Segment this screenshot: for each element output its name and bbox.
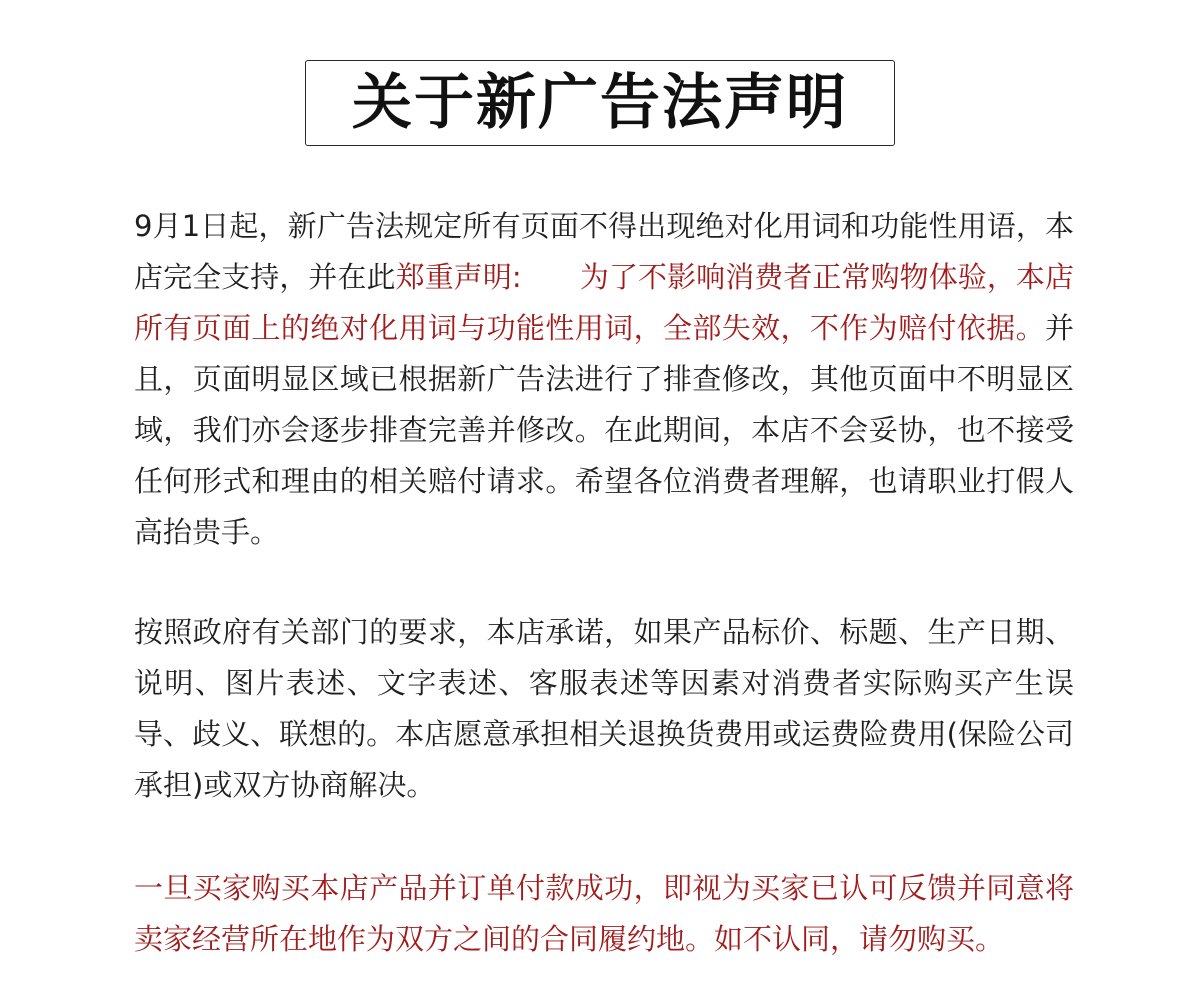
- title-box: [305, 60, 895, 146]
- paragraph-store-commitment: 按照政府有关部门的要求，本店承诺，如果产品标价、标题、生产日期、说明、图片表述、文字表述、客服表述等因素对消费者实际购买产生误导、歧义、联想的。本店愿意承担相关退换货费用或运费险费用(保险公司承担)或双方协商解决。: [134, 615, 1074, 802]
- paragraph-contract-location: 一旦买家购买本店产品并订单付款成功，即视为买家已认可反馈并同意将卖家经营所在地作为双方之间的合同履约地。如不认同，请勿购买。: [134, 871, 1074, 956]
- page-title: 关于新广告法声明: [352, 68, 848, 138]
- paragraph-ad-law-notice-rest: 并且，页面明显区域已根据新广告法进行了排查修改，其他页面中不明显区域，我们亦会逐步排查完善并修改。在此期间，本店不会妥协，也不接受任何形式和理由的相关赔付请求。希望各位消费者理解，也请职业打假人高抬贵手。: [134, 311, 1074, 549]
- paragraph-ad-law-notice-intro: 9月1日起，新广告法规定所有页面不得出现绝对化用词和功能性用语，本店完全支持，并在此: [134, 209, 1074, 294]
- solemn-declaration-highlight: 郑重声明: 为了不影响消费者正常购物体验，本店所有页面上的绝对化用词与功能性用词，全部失效，不作为赔付依据。: [134, 260, 1074, 345]
- paragraph-ad-law-notice: [134, 201, 1074, 558]
